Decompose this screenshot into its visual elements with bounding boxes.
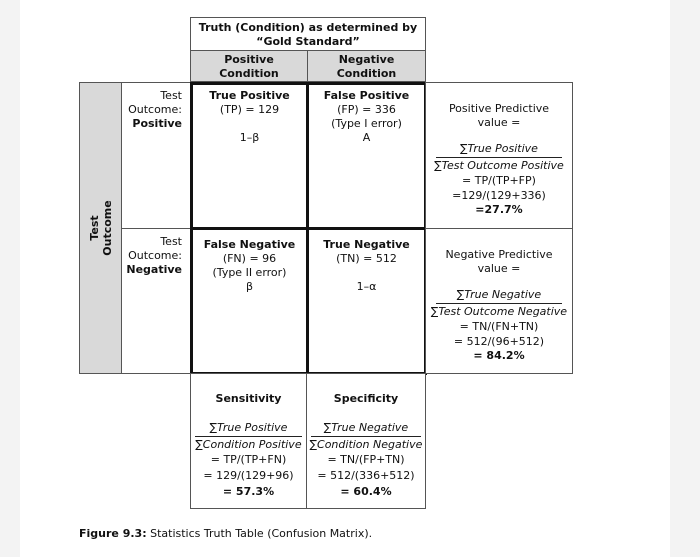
tn-value: (TN) = 512: [336, 252, 397, 265]
npv-numerator: ∑True Negative: [456, 288, 542, 301]
caption-text: Statistics Truth Table (Confusion Matrix).: [146, 527, 373, 540]
fn-note: (Type II error): [212, 266, 287, 279]
tp-rate: 1–β: [239, 131, 260, 144]
truth-header: [190, 17, 426, 51]
document-page: [20, 0, 670, 557]
positive-condition-line-1: Positive: [224, 53, 274, 66]
test-outcome-line-2: Outcome: [100, 200, 114, 256]
npv-denominator: ∑Test Outcome Negative: [430, 305, 568, 318]
truth-title-line-2: “Gold Standard”: [256, 35, 360, 48]
row-pos-line-1: Test: [160, 89, 182, 102]
fn-rate: β: [245, 280, 254, 293]
ppv-result: =27.7%: [475, 203, 523, 216]
negative-condition-line-2: Condition: [336, 67, 397, 80]
sensitivity-panel: [190, 373, 307, 509]
ppv-numerator: ∑True Positive: [460, 142, 538, 155]
npv-fraction-bar: [436, 303, 562, 304]
positive-condition-header: [190, 50, 308, 82]
test-outcome-label: [88, 200, 114, 255]
ppv-panel: [425, 82, 573, 229]
tp-value: (TP) = 129: [219, 103, 280, 116]
fp-title: False Positive: [323, 89, 410, 102]
tn-title: True Negative: [323, 238, 410, 251]
cell-false-positive: [306, 82, 427, 230]
ppv-calc: =129/(129+336): [452, 189, 546, 202]
sensitivity-title: Sensitivity: [215, 392, 282, 405]
negative-condition-line-1: Negative: [338, 53, 395, 66]
specificity-panel: [306, 373, 426, 509]
sensitivity-formula: = TP/(TP+FN): [210, 453, 287, 466]
ppv-title-line-2: value =: [477, 116, 521, 129]
specificity-result: = 60.4%: [340, 485, 392, 498]
npv-title-line-1: Negative Predictive: [445, 248, 553, 261]
fp-value: (FP) = 336: [337, 103, 396, 116]
sensitivity-fraction-bar: [195, 436, 302, 437]
fn-value: (FN) = 96: [222, 252, 277, 265]
cell-false-negative: [190, 227, 309, 375]
row-label-positive: [121, 82, 191, 229]
row-pos-line-2: Outcome:: [128, 103, 182, 116]
tp-title: True Positive: [209, 89, 290, 102]
specificity-formula: = TN/(FP+TN): [327, 453, 405, 466]
negative-condition-header: [307, 50, 426, 82]
sensitivity-calc: = 129/(129+96): [203, 469, 294, 482]
specificity-numerator: ∑True Negative: [323, 421, 409, 434]
specificity-denominator: ∑Condition Negative: [309, 438, 423, 451]
ppv-fraction-bar: [436, 157, 562, 158]
npv-formula: = TN/(FN+TN): [459, 320, 539, 333]
specificity-fraction-bar: [311, 436, 421, 437]
specificity-calc: = 512/(336+512): [317, 469, 415, 482]
positive-condition-line-2: Condition: [219, 67, 279, 80]
ppv-title-line-1: Positive Predictive: [448, 102, 550, 115]
cell-true-positive: [190, 82, 309, 230]
ppv-formula: = TP/(TP+FP): [462, 174, 536, 187]
cell-true-negative: [306, 227, 427, 375]
npv-result: = 84.2%: [473, 349, 525, 362]
npv-calc: = 512/(96+512): [453, 335, 545, 348]
row-label-negative: [121, 228, 191, 374]
sensitivity-denominator: ∑Condition Positive: [195, 438, 302, 451]
row-neg-line-2: Outcome:: [128, 249, 182, 262]
tn-rate: 1–α: [356, 280, 377, 293]
fn-title: False Negative: [203, 238, 296, 251]
npv-panel: [425, 228, 573, 374]
caption-label: Figure 9.3:: [79, 527, 147, 540]
figure-caption: [79, 527, 372, 541]
fp-note: (Type I error): [331, 117, 402, 130]
row-neg-line-3: Negative: [126, 263, 182, 276]
fp-rate: A: [362, 131, 371, 144]
test-outcome-column: [79, 82, 122, 374]
truth-title-line-1: Truth (Condition) as determined by: [198, 21, 418, 34]
row-pos-line-3: Positive: [132, 117, 182, 130]
ppv-denominator: ∑Test Outcome Positive: [434, 159, 564, 172]
row-neg-line-1: Test: [160, 235, 182, 248]
npv-title-line-2: value =: [477, 262, 521, 275]
specificity-title: Specificity: [333, 392, 399, 405]
sensitivity-numerator: ∑True Positive: [209, 421, 288, 434]
test-outcome-line-1: Test: [87, 215, 101, 241]
sensitivity-result: = 57.3%: [222, 485, 275, 498]
